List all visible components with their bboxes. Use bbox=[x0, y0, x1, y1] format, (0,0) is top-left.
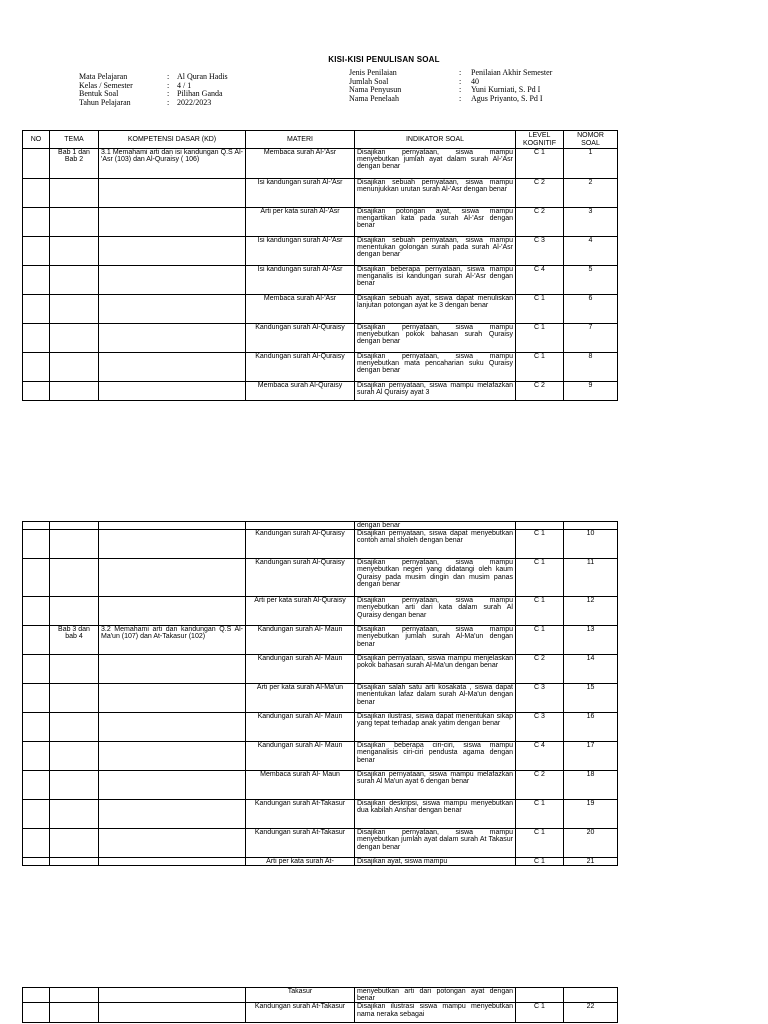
cell-kd: 3.1 Memahami arti dan isi kandungan Q.S Al-'Asr (103) dan Al-Quraisy ( 106) bbox=[99, 149, 246, 179]
cell-kd bbox=[99, 829, 246, 858]
cell-no bbox=[23, 742, 50, 771]
cell-nomor: 4 bbox=[564, 237, 618, 266]
table-row bbox=[23, 829, 618, 858]
kisi-kisi-table-page-2 bbox=[22, 521, 618, 866]
table-row bbox=[23, 626, 618, 655]
cell-tema bbox=[50, 266, 99, 295]
info-value: Yuni Kurniati, S. Pd I bbox=[471, 85, 541, 94]
info-sep: : bbox=[167, 97, 170, 107]
cell-level bbox=[516, 988, 564, 1003]
cell-nomor: 3 bbox=[564, 208, 618, 237]
cell-tema bbox=[50, 382, 99, 401]
cell-nomor: 16 bbox=[564, 713, 618, 742]
cell-nomor: 14 bbox=[564, 655, 618, 684]
cell-kd bbox=[99, 295, 246, 324]
cell-materi: Kandungan surah Al- Maun bbox=[246, 626, 355, 655]
cell-no bbox=[23, 353, 50, 382]
info-label: Jumlah Soal bbox=[349, 76, 389, 86]
cell-tema bbox=[50, 597, 99, 626]
cell-nomor: 11 bbox=[564, 559, 618, 597]
cell-no bbox=[23, 149, 50, 179]
info-label: Bentuk Soal bbox=[79, 89, 119, 98]
cell-nomor: 18 bbox=[564, 771, 618, 800]
cell-tema bbox=[50, 237, 99, 266]
table-row bbox=[23, 597, 618, 626]
cell-materi bbox=[246, 522, 355, 530]
info-value: Al Quran Hadis bbox=[177, 72, 228, 81]
table-row bbox=[23, 713, 618, 742]
cell-level: C 1 bbox=[516, 829, 564, 858]
table-row bbox=[23, 858, 618, 866]
header-kd: KOMPETENSI DASAR (KD) bbox=[99, 131, 246, 149]
info-value: Penilaian Akhir Semester bbox=[471, 68, 553, 77]
info-value: 2022/2023 bbox=[177, 97, 212, 107]
info-sep: : bbox=[167, 89, 170, 98]
cell-tema bbox=[50, 829, 99, 858]
header-no: NO bbox=[23, 131, 50, 149]
info-right bbox=[349, 69, 552, 103]
cell-no bbox=[23, 858, 50, 866]
info-label: Jenis Penilaian bbox=[349, 68, 397, 77]
cell-kd bbox=[99, 208, 246, 237]
info-label: Nama Penelaah bbox=[349, 93, 399, 103]
header-level-line2: KOGNITIF bbox=[522, 139, 557, 147]
header-nomor-line2: SOAL bbox=[581, 139, 600, 147]
cell-materi: Kandungan surah At-Takasur bbox=[246, 1003, 355, 1023]
cell-no bbox=[23, 559, 50, 597]
cell-indikator: Disajikan deskripsi, siswa mampu menyebutkan dua kabilah Anshar dengan benar bbox=[355, 800, 516, 829]
cell-kd bbox=[99, 800, 246, 829]
cell-nomor bbox=[564, 988, 618, 1003]
cell-materi: Kandungan surah At-Takasur bbox=[246, 800, 355, 829]
cell-indikator: Disajikan sebuah ayat, siswa dapat menuliskan lanjutan potongan ayat ke 3 dengan benar bbox=[355, 295, 516, 324]
cell-kd bbox=[99, 179, 246, 208]
cell-nomor: 5 bbox=[564, 266, 618, 295]
cell-level: C 2 bbox=[516, 655, 564, 684]
cell-materi: Kandungan surah Al-Quraisy bbox=[246, 353, 355, 382]
cell-materi: Arti per kata surah Al-'Asr bbox=[246, 208, 355, 237]
cell-indikator: Disajikan pernyataan, siswa mampu menyebutkan jumlah surah Al-Ma'un dengan benar bbox=[355, 626, 516, 655]
cell-tema bbox=[50, 1003, 99, 1023]
table-row bbox=[23, 1003, 618, 1023]
info-left bbox=[79, 73, 228, 107]
table-row bbox=[23, 237, 618, 266]
cell-kd bbox=[99, 858, 246, 866]
cell-tema bbox=[50, 295, 99, 324]
cell-indikator: Disajikan salah satu arti kosakata , siswa dapat menentukan lafaz dalam surah Al-Ma'un dengan benar bbox=[355, 684, 516, 713]
cell-tema bbox=[50, 179, 99, 208]
info-sep: : bbox=[167, 72, 170, 81]
cell-materi: Kandungan surah Al-Quraisy bbox=[246, 530, 355, 559]
cell-level: C 4 bbox=[516, 742, 564, 771]
cell-nomor: 13 bbox=[564, 626, 618, 655]
header-level-line1: LEVEL bbox=[528, 132, 551, 139]
header-materi: MATERI bbox=[246, 131, 355, 149]
table-row bbox=[23, 684, 618, 713]
info-sep: : bbox=[459, 68, 462, 77]
cell-tema bbox=[50, 771, 99, 800]
header-nomor-line1: NOMOR bbox=[577, 132, 604, 139]
cell-indikator: Disajikan pernyataan, siswa dapat menyebutkan contoh amal sholeh dengan benar bbox=[355, 530, 516, 559]
cell-no bbox=[23, 800, 50, 829]
cell-no bbox=[23, 266, 50, 295]
cell-indikator: Disajikan ilustrasi, siswa dapat menentukan sikap yang tepat terhadap anak yatim dengan benar bbox=[355, 713, 516, 742]
cell-tema bbox=[50, 559, 99, 597]
cell-tema bbox=[50, 522, 99, 530]
cell-no bbox=[23, 988, 50, 1003]
cell-level: C 1 bbox=[516, 324, 564, 353]
table-row bbox=[23, 324, 618, 353]
cell-materi: Isi kandungan surah Al-'Asr bbox=[246, 179, 355, 208]
cell-level: C 2 bbox=[516, 382, 564, 401]
cell-nomor: 17 bbox=[564, 742, 618, 771]
cell-no bbox=[23, 522, 50, 530]
cell-nomor: 15 bbox=[564, 684, 618, 713]
header-nomor bbox=[564, 131, 618, 149]
cell-materi: Kandungan surah Al- Maun bbox=[246, 713, 355, 742]
cell-no bbox=[23, 208, 50, 237]
cell-tema: Bab 3 dan bab 4 bbox=[50, 626, 99, 655]
cell-no bbox=[23, 626, 50, 655]
cell-tema bbox=[50, 353, 99, 382]
cell-nomor: 6 bbox=[564, 295, 618, 324]
table-row bbox=[23, 208, 618, 237]
cell-materi: Membaca surah Al- Maun bbox=[246, 771, 355, 800]
cell-indikator: Disajikan pernyataan, siswa mampu menyebutkan arti dari kata dalam surah Al Quraisy dengan benar bbox=[355, 597, 516, 626]
cell-kd: 3.2 Memahami arti dan kandungan Q.S Al-Ma'un (107) dan At-Takasur (102) bbox=[99, 626, 246, 655]
cell-indikator: Disajikan beberapa pernyataan, siswa mampu menganalis isi kandungan surah Al-'Asr dengan benar bbox=[355, 266, 516, 295]
cell-indikator: Disajikan beberapa ciri-ciri, siswa mampu menganalisis ciri-ciri pendusta agama dengan benar bbox=[355, 742, 516, 771]
info-sep: : bbox=[167, 80, 170, 90]
table-row bbox=[23, 295, 618, 324]
cell-kd bbox=[99, 237, 246, 266]
table-row bbox=[23, 800, 618, 829]
cell-tema bbox=[50, 208, 99, 237]
info-label: Mata Pelajaran bbox=[79, 72, 128, 81]
cell-kd bbox=[99, 382, 246, 401]
table-row bbox=[23, 771, 618, 800]
cell-materi: Isi kandungan surah Al-'Asr bbox=[246, 237, 355, 266]
cell-kd bbox=[99, 530, 246, 559]
cell-kd bbox=[99, 742, 246, 771]
header-level bbox=[516, 131, 564, 149]
info-label: Tahun Pelajaran bbox=[79, 97, 131, 107]
info-row bbox=[79, 99, 228, 108]
cell-indikator: Disajikan pernyataan, siswa mampu menyebutkan jumlah ayat dalam surah At Takasur dengan benar bbox=[355, 829, 516, 858]
cell-no bbox=[23, 655, 50, 684]
cell-no bbox=[23, 295, 50, 324]
cell-kd bbox=[99, 559, 246, 597]
cell-no bbox=[23, 1003, 50, 1023]
table-row bbox=[23, 179, 618, 208]
cell-tema bbox=[50, 858, 99, 866]
table-row bbox=[23, 559, 618, 597]
cell-level: C 1 bbox=[516, 858, 564, 866]
cell-materi: Kandungan surah At-Takasur bbox=[246, 829, 355, 858]
cell-materi: Kandungan surah Al-Quraisy bbox=[246, 324, 355, 353]
cell-no bbox=[23, 179, 50, 208]
cell-nomor: 22 bbox=[564, 1003, 618, 1023]
cell-no bbox=[23, 713, 50, 742]
table-row bbox=[23, 530, 618, 559]
table-row bbox=[23, 149, 618, 179]
cell-nomor: 20 bbox=[564, 829, 618, 858]
cell-tema bbox=[50, 684, 99, 713]
cell-level: C 3 bbox=[516, 237, 564, 266]
cell-level: C 1 bbox=[516, 530, 564, 559]
cell-level: C 1 bbox=[516, 149, 564, 179]
cell-no bbox=[23, 382, 50, 401]
cell-indikator: Disajikan pernyataan, siswa mampu menyebutkan pokok bahasan surah Quraisy dengan benar bbox=[355, 324, 516, 353]
cell-no bbox=[23, 324, 50, 353]
info-sep: : bbox=[459, 93, 462, 103]
cell-nomor: 1 bbox=[564, 149, 618, 179]
cell-tema bbox=[50, 800, 99, 829]
cell-nomor: 10 bbox=[564, 530, 618, 559]
cell-level: C 1 bbox=[516, 1003, 564, 1023]
cell-kd bbox=[99, 597, 246, 626]
cell-level: C 4 bbox=[516, 266, 564, 295]
cell-level: C 2 bbox=[516, 208, 564, 237]
table-row bbox=[23, 655, 618, 684]
cell-level bbox=[516, 522, 564, 530]
table-row bbox=[23, 988, 618, 1003]
cell-indikator: Disajikan pernyataan, siswa mampu menyebutkan negeri yang didatangi oleh kaum Quraisy pada musim dingin dan musim panas dengan benar bbox=[355, 559, 516, 597]
cell-nomor: 12 bbox=[564, 597, 618, 626]
kisi-kisi-table-page-1 bbox=[22, 130, 618, 401]
cell-indikator: dengan benar bbox=[355, 522, 516, 530]
info-label: Nama Penyusun bbox=[349, 85, 402, 94]
cell-no bbox=[23, 829, 50, 858]
cell-materi: Membaca surah Al-Quraisy bbox=[246, 382, 355, 401]
cell-tema bbox=[50, 324, 99, 353]
cell-nomor: 19 bbox=[564, 800, 618, 829]
cell-kd bbox=[99, 771, 246, 800]
table-row bbox=[23, 266, 618, 295]
kisi-kisi-table-page-3 bbox=[22, 987, 618, 1023]
cell-nomor: 9 bbox=[564, 382, 618, 401]
cell-tema bbox=[50, 713, 99, 742]
cell-tema bbox=[50, 530, 99, 559]
info-sep: : bbox=[459, 76, 462, 86]
info-value: Agus Priyanto, S. Pd I bbox=[471, 93, 543, 103]
cell-materi: Arti per kata surah Al-Ma'un bbox=[246, 684, 355, 713]
cell-indikator: Disajikan pernyataan, siswa mampu melafazkan surah Al Ma'un ayat 6 dengan benar bbox=[355, 771, 516, 800]
table-row bbox=[23, 522, 618, 530]
info-value: 40 bbox=[471, 76, 479, 86]
cell-kd bbox=[99, 324, 246, 353]
cell-nomor: 21 bbox=[564, 858, 618, 866]
cell-level: C 2 bbox=[516, 771, 564, 800]
cell-tema bbox=[50, 655, 99, 684]
cell-level: C 1 bbox=[516, 353, 564, 382]
info-label: Kelas / Semester bbox=[79, 80, 133, 90]
cell-materi: Isi kandungan surah Al-'Asr bbox=[246, 266, 355, 295]
cell-no bbox=[23, 771, 50, 800]
cell-kd bbox=[99, 1003, 246, 1023]
cell-nomor bbox=[564, 522, 618, 530]
cell-materi: Membaca surah Al-'Asr bbox=[246, 149, 355, 179]
cell-kd bbox=[99, 655, 246, 684]
cell-materi: Arti per kata surah At- bbox=[246, 858, 355, 866]
cell-no bbox=[23, 684, 50, 713]
cell-materi: Kandungan surah Al- Maun bbox=[246, 655, 355, 684]
cell-no bbox=[23, 597, 50, 626]
cell-indikator: Disajikan pernyataan, siswa mampu melafazkan surah Al Quraisy ayat 3 bbox=[355, 382, 516, 401]
cell-kd bbox=[99, 522, 246, 530]
table-row bbox=[23, 353, 618, 382]
cell-indikator: menyebutkan arti dari potongan ayat dengan benar bbox=[355, 988, 516, 1003]
document-title: KISI-KISI PENULISAN SOAL bbox=[328, 55, 440, 64]
cell-kd bbox=[99, 684, 246, 713]
cell-tema bbox=[50, 988, 99, 1003]
cell-kd bbox=[99, 353, 246, 382]
cell-indikator: Disajikan sebuah pernyataan, siswa mampu menentukan golongan surah pada surah Al-'Asr dengan benar bbox=[355, 237, 516, 266]
cell-tema: Bab 1 dan Bab 2 bbox=[50, 149, 99, 179]
cell-materi: Arti per kata surah Al-Quraisy bbox=[246, 597, 355, 626]
header-indikator: INDIKATOR SOAL bbox=[355, 131, 516, 149]
info-sep: : bbox=[459, 85, 462, 94]
cell-kd bbox=[99, 988, 246, 1003]
cell-indikator: Disajikan potongan ayat, siswa mampu mengartikan kata pada surah Al-'Asr dengan benar bbox=[355, 208, 516, 237]
info-row bbox=[349, 95, 552, 104]
cell-indikator: Disajikan pernyataan, siswa mampu menjelaskan pokok bahasan surah Al-Ma'un dengan benar bbox=[355, 655, 516, 684]
cell-level: C 1 bbox=[516, 626, 564, 655]
cell-nomor: 7 bbox=[564, 324, 618, 353]
cell-nomor: 8 bbox=[564, 353, 618, 382]
cell-indikator: Disajikan sebuah pernyataan, siswa mampu menunjukkan urutan surah Al-'Asr dengan benar bbox=[355, 179, 516, 208]
cell-tema bbox=[50, 742, 99, 771]
cell-level: C 1 bbox=[516, 295, 564, 324]
cell-materi: Membaca surah Al-'Asr bbox=[246, 295, 355, 324]
table-row bbox=[23, 382, 618, 401]
info-value: 4 / 1 bbox=[177, 80, 192, 90]
cell-kd bbox=[99, 713, 246, 742]
cell-kd bbox=[99, 266, 246, 295]
cell-level: C 2 bbox=[516, 179, 564, 208]
cell-materi: Kandungan surah Al-Quraisy bbox=[246, 559, 355, 597]
cell-indikator: Disajikan ayat, siswa mampu bbox=[355, 858, 516, 866]
cell-materi: Takasur bbox=[246, 988, 355, 1003]
cell-no bbox=[23, 237, 50, 266]
cell-indikator: Disajikan pernyataan, siswa mampu menyebutkan jumlah ayat dalam surah Al-'Asr dengan benar bbox=[355, 149, 516, 179]
table-row bbox=[23, 742, 618, 771]
cell-indikator: Disajikan pernyataan, siswa mampu menyebutkan mata pencaharian suku Quraisy dengan benar bbox=[355, 353, 516, 382]
cell-nomor: 2 bbox=[564, 179, 618, 208]
table-header-row bbox=[23, 131, 618, 149]
cell-indikator: Disajikan ilustrasi siswa mampu menyebutkan nama neraka sebagai bbox=[355, 1003, 516, 1023]
cell-no bbox=[23, 530, 50, 559]
cell-level: C 3 bbox=[516, 713, 564, 742]
cell-level: C 1 bbox=[516, 559, 564, 597]
cell-materi: Kandungan surah Al- Maun bbox=[246, 742, 355, 771]
cell-level: C 1 bbox=[516, 800, 564, 829]
header-tema: TEMA bbox=[50, 131, 99, 149]
cell-level: C 3 bbox=[516, 684, 564, 713]
info-value: Pilihan Ganda bbox=[177, 89, 223, 98]
cell-level: C 1 bbox=[516, 597, 564, 626]
